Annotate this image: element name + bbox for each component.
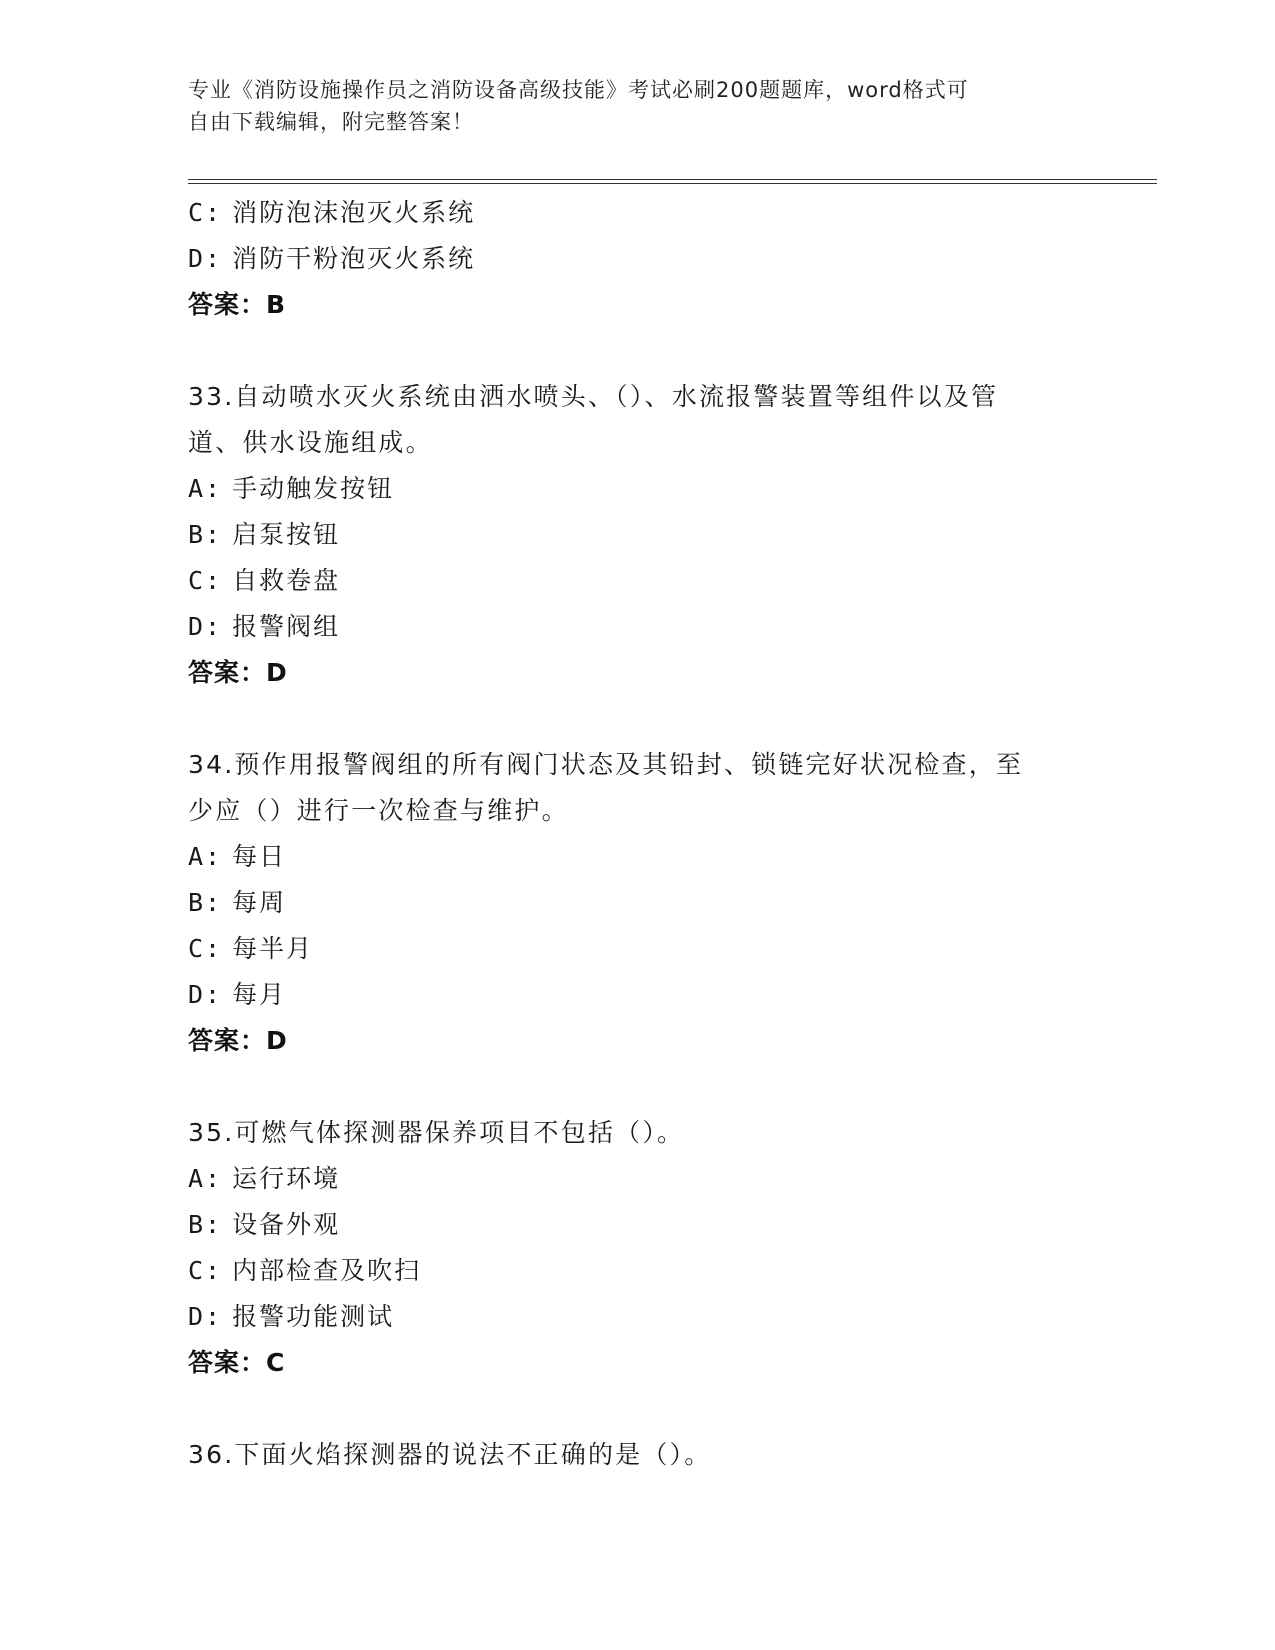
option-a: A: 每日 xyxy=(188,842,287,871)
option-b: B: 每周 xyxy=(188,888,287,917)
option-b: B: 启泵按钮 xyxy=(188,520,341,549)
option-c: C: 每半月 xyxy=(188,934,314,963)
answer-line: 答案：D xyxy=(188,658,288,687)
question-33 xyxy=(188,374,1088,696)
question-35 xyxy=(188,1110,1088,1386)
question-stem: 33.自动喷水灭火系统由洒水喷头、（）、水流报警装置等组件以及管 道、供水设施组成。 xyxy=(188,382,999,457)
option-a: A: 手动触发按钮 xyxy=(188,474,395,503)
option-d: D: 报警阀组 xyxy=(188,612,341,641)
header-line-2: 自由下载编辑，附完整答案！ xyxy=(188,110,474,134)
option-c: C: 自救卷盘 xyxy=(188,566,341,595)
answer-line: 答案：D xyxy=(188,1026,288,1055)
option-a: A: 运行环境 xyxy=(188,1164,341,1193)
question-stem: 34.预作用报警阀组的所有阀门状态及其铅封、锁链完好状况检查，至 少应（）进行一次检查与维护。 xyxy=(188,750,1024,825)
option-d: D: 消防干粉泡灭火系统 xyxy=(188,244,476,273)
question-list xyxy=(188,190,1088,1478)
option-c: C: 消防泡沫泡灭火系统 xyxy=(188,198,476,227)
option-d: D: 每月 xyxy=(188,980,287,1009)
option-d: D: 报警功能测试 xyxy=(188,1302,395,1331)
header-divider-bottom xyxy=(188,183,1157,184)
header-divider-top xyxy=(188,179,1157,180)
question-stem: 36.下面火焰探测器的说法不正确的是（）。 xyxy=(188,1440,712,1469)
prev-question-block xyxy=(188,190,1088,328)
document-header xyxy=(188,74,1068,138)
question-stem: 35.可燃气体探测器保养项目不包括（）。 xyxy=(188,1118,685,1147)
answer-line: 答案：B xyxy=(188,290,287,319)
option-b: B: 设备外观 xyxy=(188,1210,341,1239)
option-c: C: 内部检查及吹扫 xyxy=(188,1256,422,1285)
question-36 xyxy=(188,1432,1088,1478)
answer-line: 答案：C xyxy=(188,1348,286,1377)
question-34 xyxy=(188,742,1088,1064)
header-line-1: 专业《消防设施操作员之消防设备高级技能》考试必刷200题题库，word格式可 xyxy=(188,78,969,102)
